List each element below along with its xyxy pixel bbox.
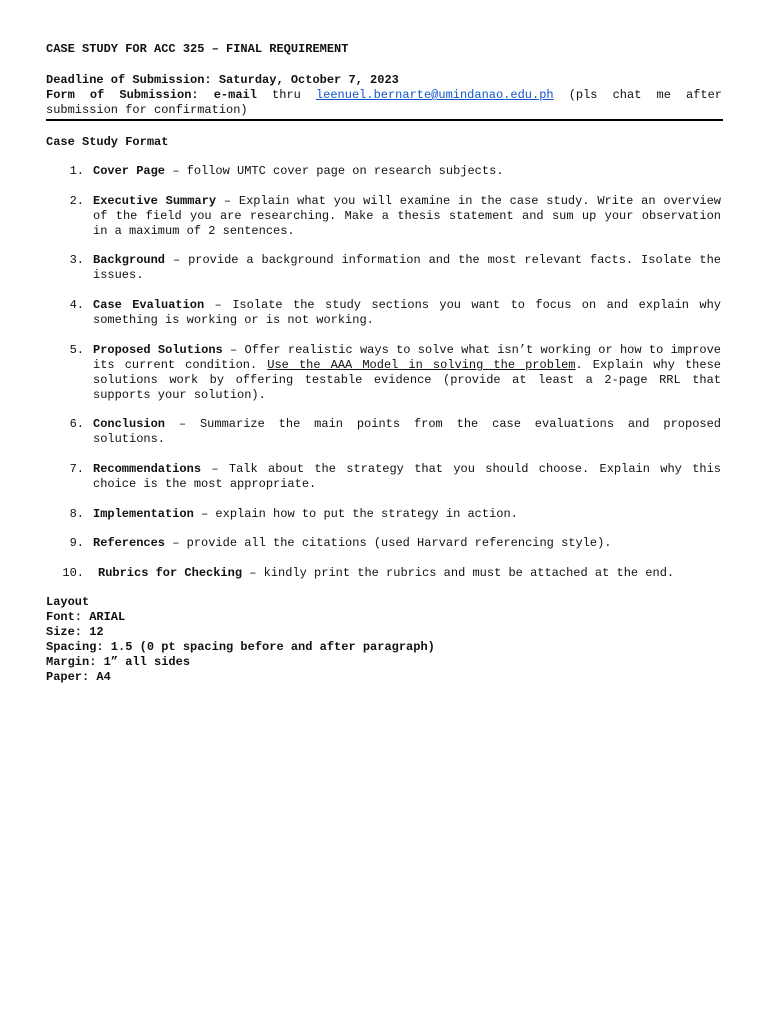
layout-margin: Margin: 1” all sides <box>46 655 191 669</box>
list-item-title: Implementation <box>93 507 194 521</box>
submission-thru: thru <box>256 88 316 102</box>
list-item-number: 3. <box>69 253 84 267</box>
list-item-body: – Explain what you will examine in the case study. Write an overview of the field you are researching. Make a thesis statement and sum up your observation in a maximum of 2 sentences. <box>93 194 721 238</box>
submission-form-label: Form of Submission: e-mail <box>46 88 257 102</box>
list-item-title: Rubrics for Checking <box>98 566 243 580</box>
list-item-title: Executive Summary <box>93 194 217 208</box>
list-item-text <box>93 298 721 328</box>
list-item-title: Background <box>93 253 166 267</box>
list-item-text <box>93 462 721 492</box>
list-item-body: – explain how to put the strategy in action. <box>193 507 518 521</box>
list-item-text <box>93 417 721 447</box>
list-item-title: Cover Page <box>93 164 166 178</box>
deadline-line: Deadline of Submission: Saturday, October 7, 2023 <box>46 73 399 87</box>
list-item-number: 8. <box>69 507 84 521</box>
list-item-title: Conclusion <box>93 417 166 431</box>
format-heading: Case Study Format <box>46 135 169 149</box>
list-item-text <box>93 536 721 551</box>
list-item-body: – provide a background information and the most relevant facts. Isolate the issues. <box>93 253 721 282</box>
list-item-body: – Isolate the study sections you want to focus on and explain why something is working or is not working. <box>93 298 721 327</box>
list-item-title: Recommendations <box>93 462 202 476</box>
document-title: CASE STUDY FOR ACC 325 – FINAL REQUIREMENT <box>46 42 349 56</box>
layout-paper: Paper: A4 <box>46 670 111 684</box>
list-item-body: – Offer realistic ways to solve what isn’t working or how to improve its current condition. <box>93 343 721 372</box>
list-item-body: – Talk about the strategy that you should choose. Explain why this choice is the most appropriate. <box>93 462 721 491</box>
list-item-body-continued: . Explain why these solutions work by offering testable evidence (provide at least a 2-page RRL that supports your solution). <box>93 358 721 402</box>
list-item-title: Proposed Solutions <box>93 343 223 357</box>
layout-font: Font: ARIAL <box>46 610 126 624</box>
list-item-text <box>93 253 721 283</box>
layout-heading: Layout <box>46 595 90 609</box>
list-item-number: 7. <box>69 462 84 476</box>
list-item-number: 5. <box>69 343 84 357</box>
list-item-number: 4. <box>69 298 84 312</box>
list-item-number: 10. <box>62 566 84 580</box>
list-item-body: – kindly print the rubrics and must be attached at the end. <box>242 566 675 580</box>
list-item-text <box>98 566 722 581</box>
layout-size: Size: 12 <box>46 625 104 639</box>
list-item-underlined: Use the AAA Model in solving the problem <box>267 358 576 372</box>
list-item-text <box>93 507 721 522</box>
list-item-text <box>93 164 721 179</box>
list-item-text <box>93 194 721 239</box>
list-item-body: – provide all the citations (used Harvard referencing style). <box>165 536 612 550</box>
submission-form-line <box>46 88 722 118</box>
list-item-number: 9. <box>69 536 84 550</box>
list-item-body: – Summarize the main points from the case evaluations and proposed solutions. <box>93 417 721 446</box>
list-item-text <box>93 343 721 403</box>
email-link[interactable]: leenuel.bernarte@umindanao.edu.ph <box>315 88 554 102</box>
list-item-title: References <box>93 536 166 550</box>
list-item-title: Case Evaluation <box>93 298 205 312</box>
layout-spacing: Spacing: 1.5 (0 pt spacing before and after paragraph) <box>46 640 435 654</box>
submission-note: (pls chat me after submission for confirmation) <box>46 88 723 117</box>
list-item-body: – follow UMTC cover page on research subjects. <box>165 164 504 178</box>
list-item-number: 2. <box>69 194 84 208</box>
list-item-number: 6. <box>69 417 84 431</box>
list-item-number: 1. <box>69 164 84 178</box>
header-divider <box>46 119 723 121</box>
